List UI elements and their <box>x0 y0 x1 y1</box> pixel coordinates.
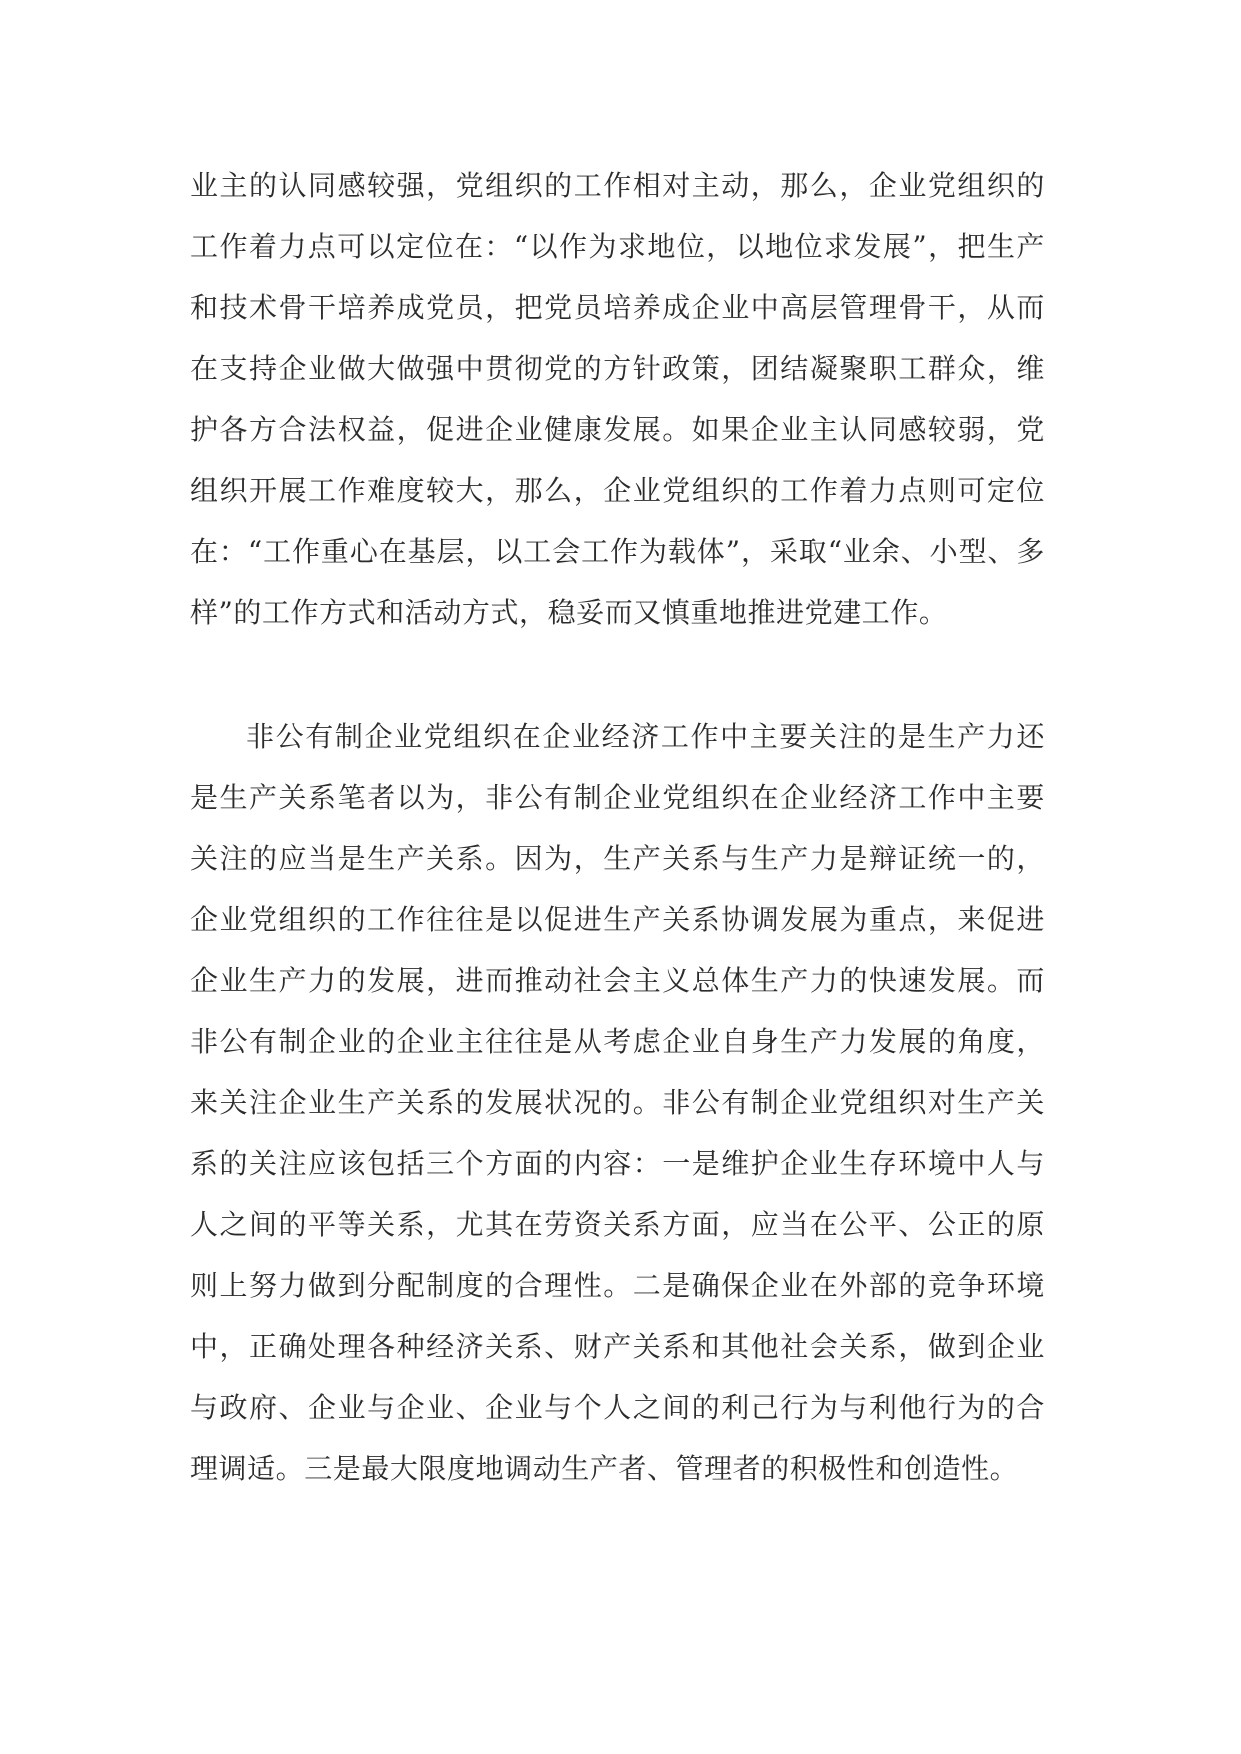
paragraph-2: 非公有制企业党组织在企业经济工作中主要关注的是生产力还是生产关系笔者以为，非公有制企业党组织在企业经济工作中主要关注的应当是生产关系。因为，生产关系与生产力是辩证统一的，企业党组织的工作往往是以促进生产关系协调发展为重点，来促进企业生产力的发展，进而推动社会主义总体生产力的快速发展。而非公有制企业的企业主往往是从考虑企业自身生产力发展的角度，来关注企业生产关系的发展状况的。非公有制企业党组织对生产关系的关注应该包括三个方面的内容：一是维护企业生存环境中人与人之间的平等关系，尤其在劳资关系方面，应当在公平、公正的原则上努力做到分配制度的合理性。二是确保企业在外部的竞争环境中，正确处理各种经济关系、财产关系和其他社会关系，做到企业与政府、企业与企业、企业与个人之间的利己行为与利他行为的合理调适。三是最大限度地调动生产者、管理者的积极性和创造性。 <box>190 720 1045 1485</box>
paragraph-1: 业主的认同感较强，党组织的工作相对主动，那么，企业党组织的工作着力点可以定位在：“以作为求地位，以地位求发展”，把生产和技术骨干培养成党员，把党员培养成企业中高层管理骨干，从而在支持企业做大做强中贯彻党的方针政策，团结凝聚职工群众，维护各方合法权益，促进企业健康发展。如果企业主认同感较弱，党组织开展工作难度较大，那么，企业党组织的工作着力点则可定位在：“工作重心在基层，以工会工作为载体”，采取“业余、小型、多样”的工作方式和活动方式，稳妥而又慎重地推进党建工作。 <box>190 169 1045 629</box>
